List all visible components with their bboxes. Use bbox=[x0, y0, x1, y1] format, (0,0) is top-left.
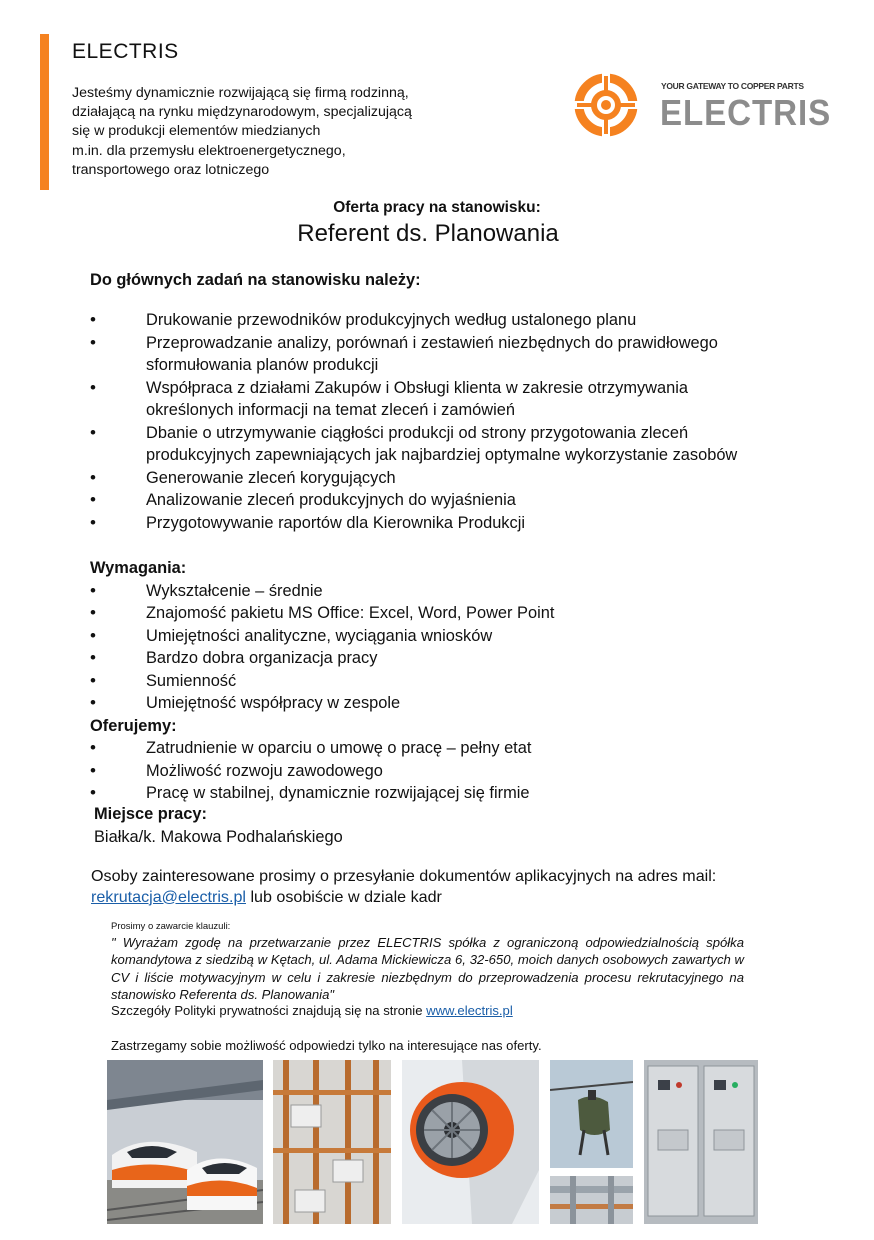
logo-tagline: YOUR GATEWAY TO COPPER PARTS bbox=[661, 81, 804, 91]
list-item: • Drukowanie przewodników produkcyjnych według ustalonego planu bbox=[90, 309, 770, 332]
photo-industrial-pipes bbox=[550, 1176, 633, 1224]
photo-jet-engine bbox=[402, 1060, 539, 1224]
list-item: • Znajomość pakietu MS Office: Excel, Word, Power Point bbox=[90, 602, 770, 625]
photo-switchgear-copper bbox=[273, 1060, 391, 1224]
intro-line: Jesteśmy dynamicznie rozwijającą się firmą rodzinną, bbox=[72, 85, 409, 101]
requirements-heading: Wymagania: bbox=[90, 559, 187, 577]
list-item: • Możliwość rozwoju zawodowego bbox=[90, 760, 770, 783]
reserve-note: Zastrzegamy sobie możliwość odpowiedzi tylko na interesujące nas oferty. bbox=[111, 1038, 542, 1053]
offer-subtitle: Oferta pracy na stanowisku: bbox=[333, 199, 541, 216]
requirements-benefits-section bbox=[90, 557, 770, 805]
contact-paragraph bbox=[91, 866, 811, 907]
list-item: • Analizowanie zleceń produkcyjnych do wyjaśnienia bbox=[90, 489, 770, 512]
intro-line: działającą na rynku międzynarodowym, specjalizującą bbox=[72, 104, 412, 121]
list-item: • Wykształcenie – średnie bbox=[90, 580, 770, 603]
consent-clause: " Wyrażam zgodę na przetwarzanie przez ELECTRIS spółka z ograniczoną odpowiedzialnością spółka komandytowa z siedzibą w Kętach, ul. Adama Mickiewicza 6, 32-650, moich danych osobowych zawartych w CV i liście motywacyjnym w celu i zakresie niezbędnym do przeprowadzenia procesu rekrutacyjnego na stanowisko Referenta ds. Planowania" bbox=[111, 935, 744, 1002]
duties-heading: Do głównych zadań na stanowisku należy: bbox=[90, 271, 421, 289]
privacy-text: Szczegóły Polityki prywatności znajdują się na stronie bbox=[111, 1003, 427, 1018]
duties-list bbox=[90, 309, 770, 534]
list-item: • Przeprowadzanie analizy, porównań i zestawień niezbędnych do prawidłowego sformułowania planów produkcji bbox=[90, 332, 770, 377]
clause-heading: Prosimy o zawarcie klauzuli: bbox=[111, 921, 231, 932]
workplace-value: Białka/k. Makowa Podhalańskiego bbox=[94, 828, 343, 846]
photo-high-speed-train bbox=[107, 1060, 263, 1224]
list-item: • Generowanie zleceń korygujących bbox=[90, 467, 770, 490]
list-item: • Bardzo dobra organizacja pracy bbox=[90, 647, 770, 670]
photo-helicopter bbox=[550, 1060, 633, 1168]
contact-text: Osoby zainteresowane prosimy o przesyłanie dokumentów aplikacyjnych na adres mail: bbox=[91, 867, 717, 885]
company-name: ELECTRIS bbox=[72, 40, 179, 63]
privacy-note bbox=[111, 1003, 513, 1018]
list-item: • Sumienność bbox=[90, 670, 770, 693]
list-item: • Współpraca z działami Zakupów i Obsługi klienta w zakresie otrzymywania określonych informacji na temat zleceń i zamówień bbox=[90, 377, 770, 422]
list-item: • Pracę w stabilnej, dynamicznie rozwijającej się firmie bbox=[90, 782, 770, 805]
intro-line: transportowego oraz lotniczego bbox=[72, 161, 270, 178]
logo-wordmark: ELECTRIS bbox=[660, 92, 832, 133]
list-item: • Umiejętność współpracy w zespole bbox=[90, 692, 770, 715]
company-intro bbox=[72, 84, 502, 180]
duties-section bbox=[90, 309, 770, 534]
workplace-heading: Miejsce pracy: bbox=[94, 805, 207, 823]
intro-line: się w produkcji elementów miedzianych bbox=[72, 123, 321, 140]
benefits-heading: Oferujemy: bbox=[90, 716, 177, 735]
website-link[interactable]: www.electris.pl bbox=[426, 1003, 513, 1018]
list-item: • Dbanie o utrzymywanie ciągłości produkcji od strony przygotowania zleceń produkcyjnych zapewniających jak najbardziej optymalne wykorzystanie zasobów bbox=[90, 422, 770, 467]
photo-electrical-cabinets bbox=[644, 1060, 758, 1224]
requirements-list bbox=[90, 580, 770, 715]
list-item: • Zatrudnienie w oparciu o umowę o pracę – pełny etat bbox=[90, 737, 770, 760]
intro-line: m.in. dla przemysłu elektroenergetycznego, bbox=[72, 142, 346, 159]
list-item: • Przygotowywanie raportów dla Kierownika Produkcji bbox=[90, 512, 770, 535]
accent-bar bbox=[40, 34, 49, 190]
benefits-list bbox=[90, 737, 770, 805]
offer-title: Referent ds. Planowania bbox=[297, 220, 559, 247]
contact-text-after: lub osobiście w dziale kadr bbox=[245, 887, 442, 906]
list-item: • Umiejętności analityczne, wyciągania wniosków bbox=[90, 625, 770, 648]
email-link[interactable]: rekrutacja@electris.pl bbox=[91, 887, 246, 906]
electris-logo-icon bbox=[573, 72, 639, 138]
